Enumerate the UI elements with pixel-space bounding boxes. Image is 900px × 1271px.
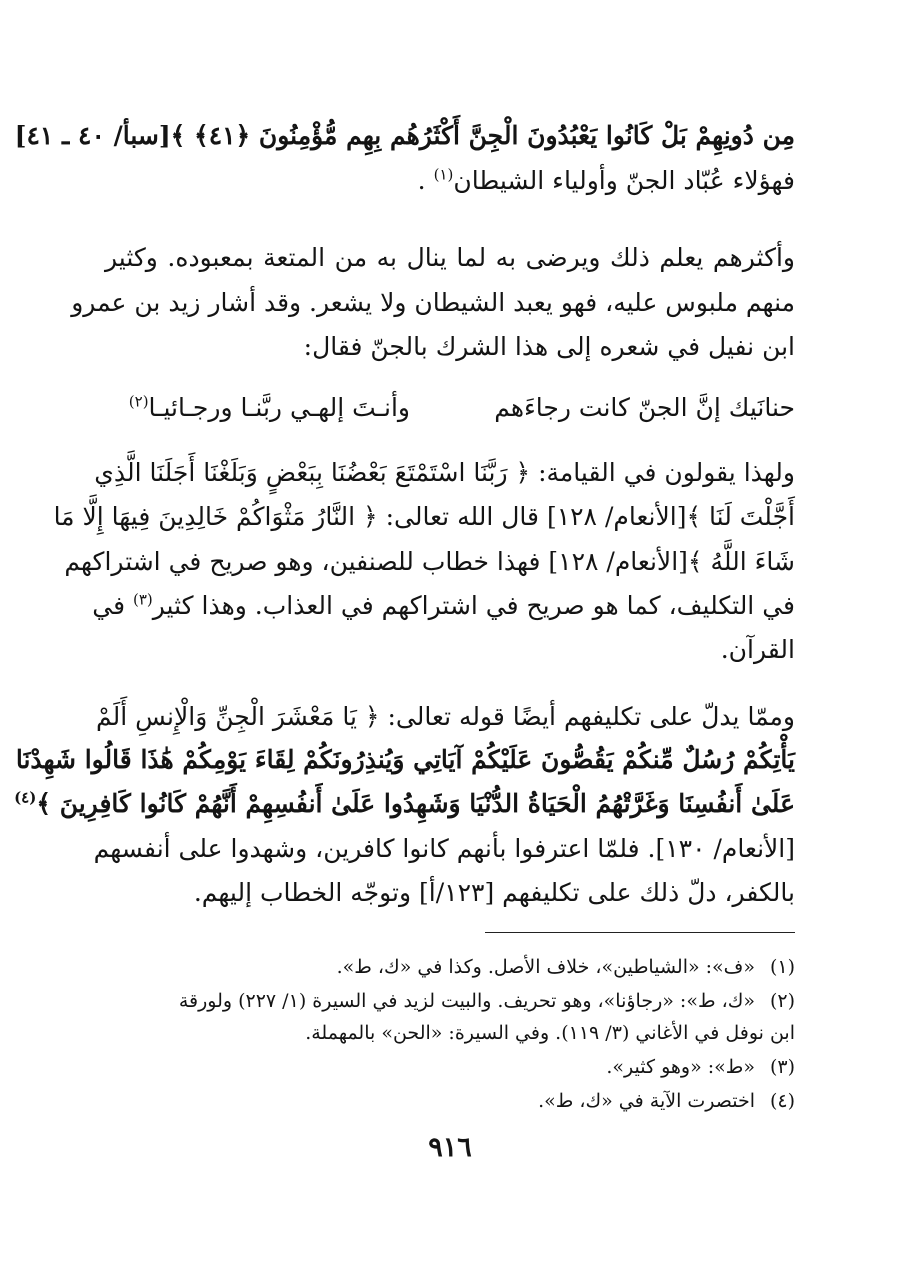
- body-line: [92, 586, 795, 626]
- body-line: ابن نفيل في شعره إلى هذا الشرك بالجنّ فقال:: [303, 332, 795, 361]
- body-line: يَأْتِكُمْ رُسُلٌ مِّنكُمْ يَقُصُّونَ عَلَيْكُمْ آيَاتِي وَيُنذِرُونَكُمْ لِقَاءَ يَوْمِكُمْ هَٰذَا قَالُوا شَهِدْنَا: [15, 745, 795, 774]
- body-line: القرآن.: [720, 635, 795, 664]
- body-line: [105, 161, 795, 201]
- footnote-number: (٤): [769, 1090, 795, 1112]
- footnote-text: «ف»: «الشياطين»، خلاف الأصل. وكذا في «ك، ط».: [336, 956, 755, 978]
- footnote-text: «ك، ط»: «رجاؤنا»، وهو تحريف. والبيت لزيد في السيرة (١/ ٢٢٧) ولورقة: [178, 990, 755, 1012]
- footnote-continuation: ابن نوفل في الأغاني (٣/ ١١٩). وفي السيرة: «الحن» بالمهملة.: [305, 1022, 795, 1044]
- footnote: [105, 951, 795, 984]
- poem-hemistich-1: حنانَيك إنَّ الجنّ كانت رجاءَهم: [494, 393, 795, 422]
- body-line: منهم ملبوس عليه، فهو يعبد الشيطان ولا يشعر. وقد أشار زيد بن عمرو: [71, 288, 795, 317]
- body-line: ولهذا يقولون في القيامة: ﴿ رَبَّنَا اسْتَمْتَعَ بَعْضُنَا بِبَعْضٍ وَبَلَغْنَا أَجَلَنَا الَّذِي: [94, 458, 795, 487]
- footnote-number: (١): [769, 956, 795, 978]
- footnote-text: اختصرت الآية في «ك، ط».: [538, 1090, 755, 1112]
- body-line: أَجَّلْتَ لَنَا ﴾[الأنعام/ ١٢٨] قال الله تعالى: ﴿ النَّارُ مَثْوَاكُمْ خَالِدِينَ فِيهَا إِلَّا مَا: [53, 502, 795, 531]
- footnote-number: (٣): [769, 1056, 795, 1078]
- footnote-ref: (٢): [128, 392, 149, 411]
- footnote-ref: (٣): [132, 590, 153, 609]
- footnote: [105, 1085, 795, 1118]
- footnote-ref: (٤): [14, 788, 37, 807]
- footnote-number: (٢): [769, 990, 795, 1012]
- body-text: .: [417, 166, 426, 195]
- footnote: [105, 985, 795, 1018]
- body-text: في: [92, 591, 126, 620]
- body-text: عَلَىٰ أَنفُسِنَا وَغَرَّتْهُمُ الْحَيَاةُ الدُّنْيَا وَشَهِدُوا عَلَىٰ أَنفُسِهِمْ أَنَّهُمْ كَانُوا كَافِرِينَ ﴾: [36, 789, 795, 818]
- body-line: وأكثرهم يعلم ذلك ويرضى به لما ينال به من المتعة بمعبوده. وكثير: [105, 243, 795, 272]
- footnote-text: «ط»: «وهو كثير».: [606, 1056, 755, 1078]
- footnote-ref: (١): [433, 165, 454, 184]
- body-text: في التكليف، كما هو صريح في اشتراكهم في العذاب. وهذا كثير: [152, 591, 795, 620]
- poem-hemistich-2: وأنـتَ إلهـي ربَّنـا ورجـائيـا$^{(٢)}$: [128, 392, 410, 422]
- body-line: مِن دُونِهِمْ بَلْ كَانُوا يَعْبُدُونَ الْجِنَّ أَكْثَرُهُم بِهِم مُّؤْمِنُونَ ﴿٤١﴾ ﴾[سبأ/ ٤٠ ـ ٤١]: [14, 121, 795, 150]
- body-line: وممّا يدلّ على تكليفهم أيضًا قوله تعالى: ﴿ يَا مَعْشَرَ الْجِنِّ وَالْإِنسِ أَلَمْ: [96, 702, 795, 731]
- body-line: شَاءَ اللَّهُ ﴾[الأنعام/ ١٢٨] فهذا خطاب للصنفين، وهو صريح في اشتراكهم: [64, 547, 795, 576]
- footnote: [105, 1051, 795, 1084]
- body-line: [الأنعام/ ١٣٠]. فلمّا اعترفوا بأنهم كانوا كافرين، وشهدوا على أنفسهم: [93, 834, 795, 863]
- body-line: [14, 784, 795, 824]
- footnote-divider: [485, 932, 795, 933]
- body-text: فهؤلاء عُبّاد الجنّ وأولياء الشيطان: [453, 166, 795, 195]
- body-line: بالكفر، دلّ ذلك على تكليفهم [١٢٣/أ] وتوجّه الخطاب إليهم.: [193, 878, 795, 907]
- page-number: ٩١٦: [428, 1132, 472, 1163]
